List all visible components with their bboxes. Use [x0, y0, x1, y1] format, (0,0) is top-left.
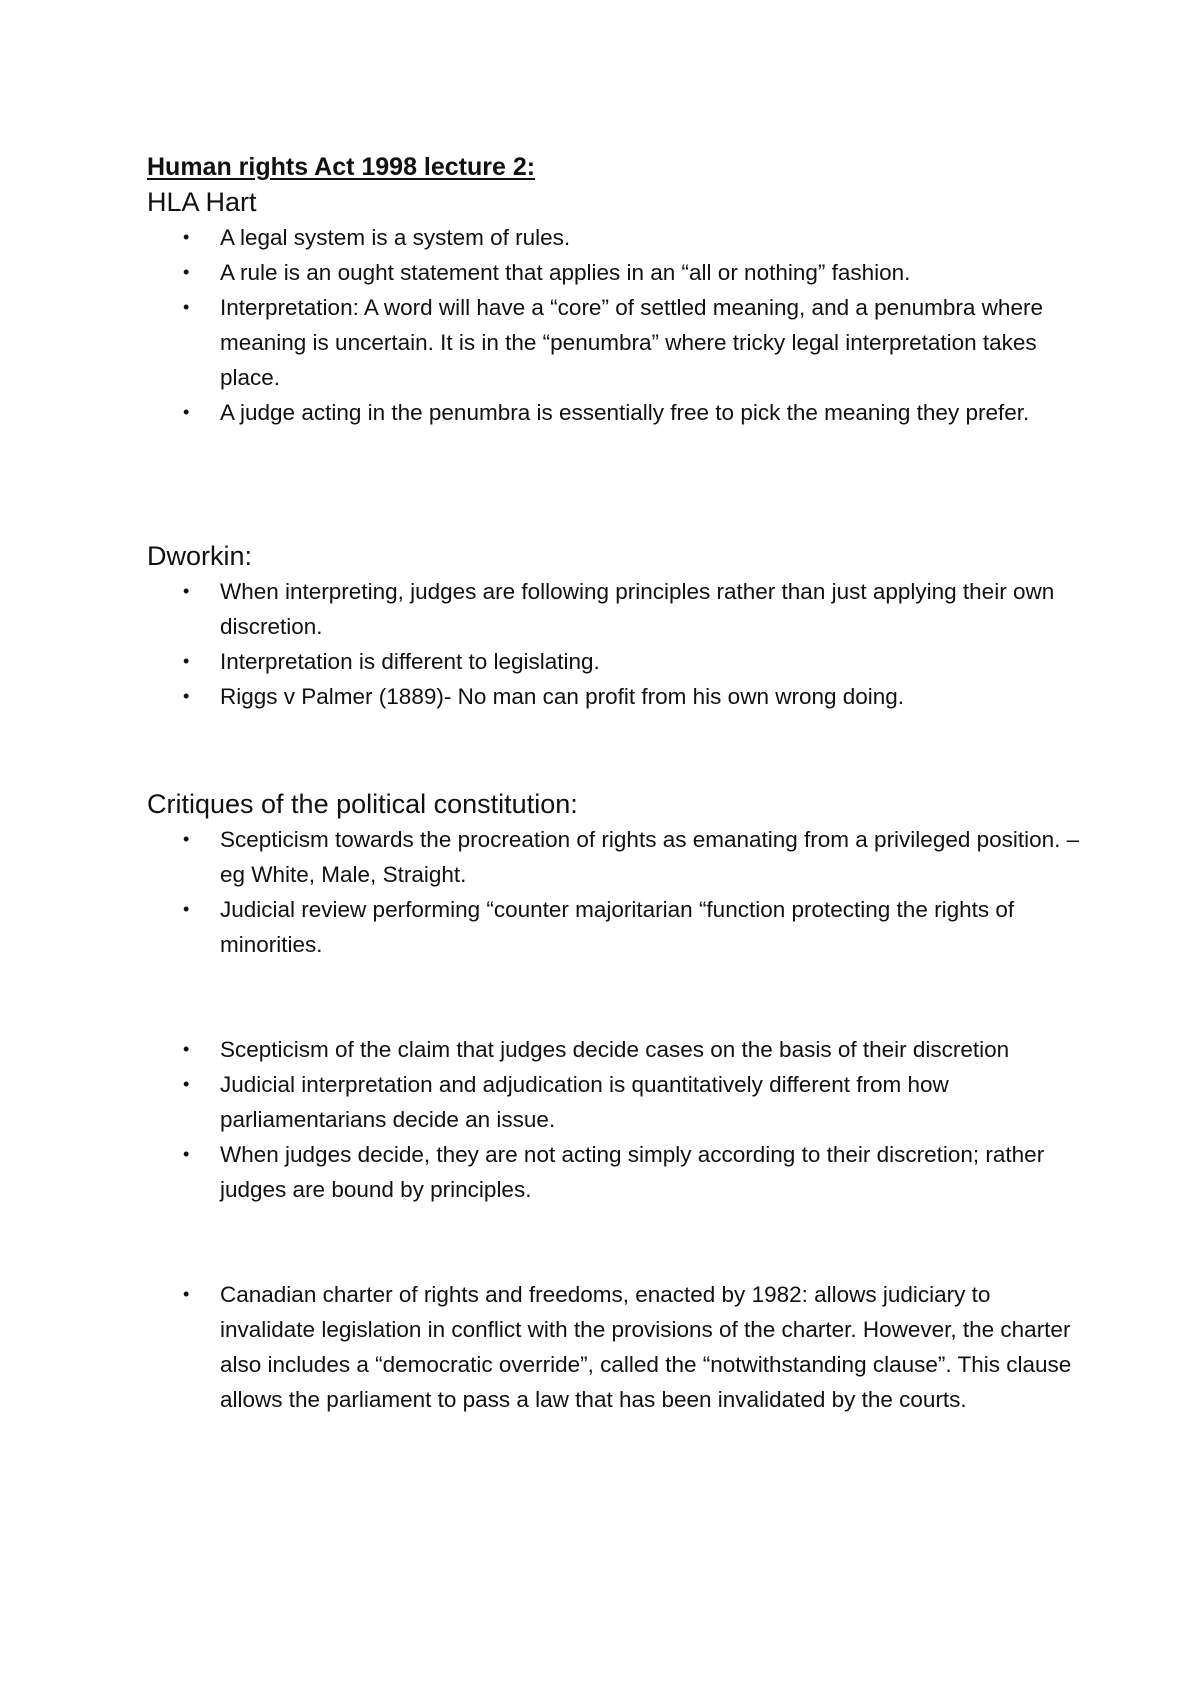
list-item: [147, 220, 1087, 255]
list-item-text: Judicial review performing “counter majoritarian “function protecting the rights of minorities.: [220, 897, 1015, 957]
spacer: [147, 714, 1087, 786]
bullet-icon: •: [183, 297, 190, 317]
list-item-text: Riggs v Palmer (1889)- No man can profit from his own wrong doing.: [220, 684, 905, 709]
bullet-icon: •: [183, 829, 190, 849]
list-item-text: Judicial interpretation and adjudication is quantitatively different from how parliamentarians decide an issue.: [220, 1072, 949, 1132]
list-item: [147, 1277, 1087, 1417]
list-item: [147, 255, 1087, 290]
bullet-icon: •: [183, 686, 190, 706]
bullet-icon: •: [183, 262, 190, 282]
bullet-icon: •: [183, 402, 190, 422]
list-item: [147, 574, 1087, 644]
bullet-icon: •: [183, 1074, 190, 1094]
spacer: [147, 962, 1087, 1032]
bullet-icon: •: [183, 1039, 190, 1059]
bullet-icon: •: [183, 1284, 190, 1304]
list-item: [147, 822, 1087, 892]
list-item: [147, 1137, 1087, 1207]
list-item-text: Interpretation: A word will have a “core” of settled meaning, and a penumbra where meaning is uncertain. It is in the “penumbra” where tricky legal interpretation takes place.: [220, 295, 1043, 390]
list-item: [147, 290, 1087, 395]
list-item-text: Interpretation is different to legislating.: [220, 649, 600, 674]
spacer: [147, 1207, 1087, 1277]
bullet-icon: •: [183, 651, 190, 671]
section-heading-critiques: Critiques of the political constitution:: [147, 789, 578, 819]
list-item-text: A rule is an ought statement that applies in an “all or nothing” fashion.: [220, 260, 911, 285]
bullet-icon: •: [183, 581, 190, 601]
list-item: [147, 1067, 1087, 1137]
list-item-text: Scepticism towards the procreation of rights as emanating from a privileged position. – eg White, Male, Straight.: [220, 827, 1080, 887]
list-item-text: Canadian charter of rights and freedoms, enacted by 1982: allows judiciary to invalidate legislation in conflict with the provisions of the charter. However, the charter also includes a “democratic override”, called the “notwithstanding clause”. This clause allows the parliament to pass a law that has been invalidated by the courts.: [220, 1282, 1072, 1412]
list-item: [147, 892, 1087, 962]
bullet-icon: •: [183, 1144, 190, 1164]
list-item-text: A legal system is a system of rules.: [220, 225, 571, 250]
list-item: [147, 644, 1087, 679]
list-item-text: When judges decide, they are not acting simply according to their discretion; rather judges are bound by principles.: [220, 1142, 1045, 1202]
section-heading-dworkin: Dworkin:: [147, 541, 253, 571]
list-item-text: When interpreting, judges are following principles rather than just applying their own discretion.: [220, 579, 1055, 639]
bullet-list-hla-hart: [147, 220, 1087, 430]
list-item-text: A judge acting in the penumbra is essentially free to pick the meaning they prefer.: [220, 400, 1030, 425]
bullet-list-dworkin: [147, 574, 1087, 714]
document-page: [147, 150, 1087, 1417]
spacer: [147, 430, 1087, 538]
bullet-list-critiques-1: [147, 822, 1087, 962]
list-item: [147, 395, 1087, 430]
list-item: [147, 1032, 1087, 1067]
bullet-list-critiques-3: [147, 1277, 1087, 1417]
bullet-list-critiques-2: [147, 1032, 1087, 1207]
bullet-icon: •: [183, 899, 190, 919]
document-title: Human rights Act 1998 lecture 2:: [147, 153, 536, 181]
section-heading-hla-hart: HLA Hart: [147, 187, 257, 217]
bullet-icon: •: [183, 227, 190, 247]
list-item: [147, 679, 1087, 714]
list-item-text: Scepticism of the claim that judges decide cases on the basis of their discretion: [220, 1037, 1010, 1062]
